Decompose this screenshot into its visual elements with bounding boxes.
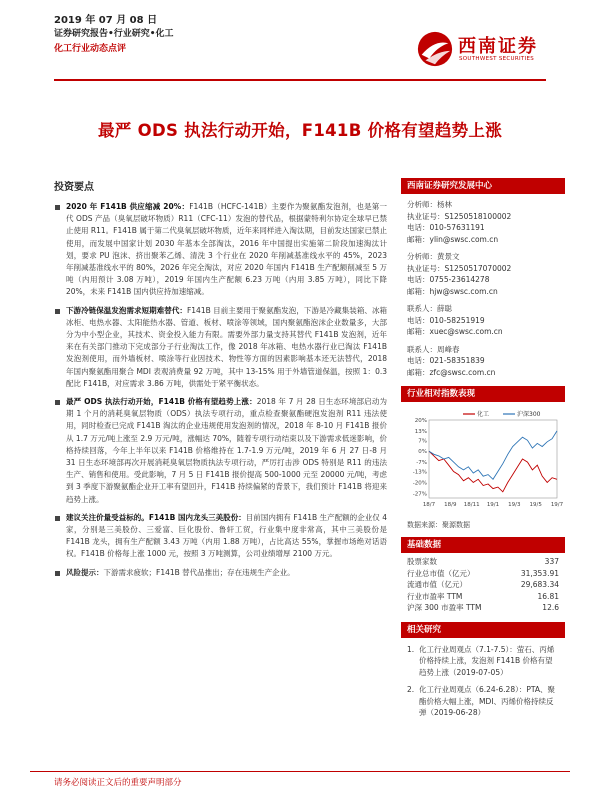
header-divider bbox=[54, 79, 546, 81]
related-research-header: 相关研究 bbox=[401, 622, 565, 638]
x-tick-label: 18/11 bbox=[463, 502, 480, 508]
analyst-phone: 电话：010-57631191 bbox=[407, 223, 485, 232]
risk-warning bbox=[54, 567, 387, 579]
x-tick-label: 19/7 bbox=[550, 502, 564, 508]
southwest-securities-logo bbox=[416, 30, 556, 70]
metrics-header: 基础数据 bbox=[401, 537, 565, 553]
disclaimer-note: 请务必阅读正文后的重要声明部分 bbox=[54, 778, 182, 788]
legend-label: 沪深300 bbox=[517, 411, 541, 418]
contact-phone: 电话：021-58351839 bbox=[407, 356, 485, 365]
relative-index-svg bbox=[405, 406, 564, 519]
analyst-name: 分析师：黄景文 bbox=[407, 252, 460, 261]
contact-name: 联系人：薛聪 bbox=[407, 304, 452, 313]
contact-email[interactable]: 邮箱：xuec@swsc.com.cn bbox=[407, 327, 503, 336]
contact-name: 联系人：周峰春 bbox=[407, 344, 460, 354]
bullet-lead: 2020 年 F141B 供应缩减 20%： bbox=[66, 202, 190, 211]
analyst-email[interactable]: 邮箱：hjw@swsc.com.cn bbox=[407, 286, 498, 296]
analyst-phone: 电话：0755-23614278 bbox=[407, 275, 490, 284]
section-heading: 投资要点 bbox=[54, 182, 94, 193]
relative-index-chart bbox=[401, 402, 565, 519]
metric-row bbox=[407, 556, 559, 568]
bullet-lead: 建议关注价量受益标的。F141B 国内龙头三美股份： bbox=[66, 512, 246, 522]
bullet-text: 目前国内拥有 F141B 生产配额的企业仅 4 家，分别是三美股份、三爱富、巨化股份、鲁轩工贸，行业集中度非常高，其中三美股份是 F141B 龙头，拥有生产配额 3.43 万吨（内用 1.88 万吨），占比高达 55%，掌握市场绝对话语权。F141B 价格每上涨 1000 元，按照 3 万吨测算，公司业绩增厚 2100 万元。 bbox=[66, 512, 387, 559]
related-research-list bbox=[401, 638, 565, 719]
bullet-text: F141B 目前主要用于聚氨酯发泡，下游是冷藏集装箱、冰箱冰柜、电热水器、太阳能热水器、管道、板材、喷涂等领域，国内聚氨酯泡沫企业数量多，大部分为中小型企业，其技术、资金投入能力有限。需要外部力量支持其替代 F141B 发泡剂，近年来在有关部门推动下完成部分子行业淘汰工作，像 2018 年冰箱、电热水器行业已淘汰 F141B 发泡剂使用，而外墙板材、喷涂等行业因技术、物性等方面的因素影响基本还无法替代，2018 年国内聚氨酯用聚合 MDI 表观消费量 92 万吨，其中 13-15% 用于外墙管道保温，按照 1：0.3 配比 F141B，对应需求 3.86 万吨，供需处于紧平衡状态。 bbox=[66, 305, 387, 388]
bullet-text: F141B（HCFC-141B）主要作为聚氨酯发泡剂，也是第一代 ODS 产品（臭氧层破坏物质）R11（CFC-11）发泡的替代品，根据蒙特利尔协定全球早已禁止使用 R11。F141B 属于第二代臭氧层破坏物质，近年来同样进入淘汰期，目前发达国家已禁止使用，而发展中国家计划 2030 年基本全部淘汰，2016 年中国提出实施第二阶段加速淘汰计划，要求 PU 泡沫、挤出聚苯乙烯、清洗 3 个行业在 2020 年削减基准线水平的 45%，2023 年削减基准线水平的 80%，2026 年完全淘汰，对应 2020 年国内 F141B 生产配额削减至 5 万吨（内用预计 3.08 万吨），2019 年国内生产配额 6.23 万吨（内用 3.85 万吨），同比下降 20%，未来 F141B 国内供应持加速缩减。 bbox=[66, 202, 388, 297]
series-line-csi300 bbox=[429, 431, 557, 479]
y-tick-label: 20% bbox=[414, 418, 427, 424]
related-num: 1. bbox=[407, 644, 415, 654]
x-tick-label: 19/1 bbox=[486, 502, 500, 508]
metric-row bbox=[407, 579, 559, 591]
x-tick-label: 18/9 bbox=[444, 502, 457, 508]
related-item[interactable] bbox=[407, 684, 559, 719]
y-tick-label: -7% bbox=[416, 460, 427, 467]
report-type: 化工行业动态点评 bbox=[54, 44, 127, 54]
performance-header: 行业相对指数表现 bbox=[401, 386, 565, 402]
y-tick-label: 0% bbox=[418, 449, 427, 456]
metric-label: 股票家数 bbox=[407, 557, 437, 566]
logo-mark-icon bbox=[416, 30, 454, 68]
metric-value: 337 bbox=[544, 557, 559, 566]
y-tick-label: -13% bbox=[412, 469, 427, 476]
report-category: 证券研究报告•行业研究•化工 bbox=[54, 29, 174, 39]
footer-divider bbox=[30, 771, 570, 772]
analyst-email[interactable]: 邮箱：ylin@swsc.com.cn bbox=[407, 234, 499, 244]
metric-label: 沪深 300 市盈率 TTM bbox=[407, 603, 482, 612]
main-column bbox=[54, 178, 387, 579]
metric-row bbox=[407, 602, 559, 614]
x-tick-label: 19/5 bbox=[529, 502, 542, 508]
bullet-recommendation bbox=[54, 512, 387, 561]
bullet-lead: 最严 ODS 执法行动开始，F141B 价格有望趋势上涨： bbox=[66, 397, 257, 407]
logo-chinese-name: 西南证券 bbox=[458, 36, 538, 57]
bullet-lead: 下游冷链保温发泡需求短期难替代： bbox=[66, 305, 187, 315]
contact-phone: 电话：010-58251919 bbox=[407, 315, 485, 325]
risk-lead: 风险提示： bbox=[66, 567, 104, 577]
report-title: 最严 ODS 执法行动开始，F141B 价格有望趋势上涨 bbox=[97, 121, 503, 140]
metric-value: 16.81 bbox=[537, 591, 559, 601]
x-tick-label: 18/7 bbox=[422, 502, 436, 508]
side-column bbox=[401, 178, 565, 725]
team-header: 西南证券研究发展中心 bbox=[401, 178, 565, 194]
contact-email[interactable]: 邮箱：zfc@swsc.com.cn bbox=[407, 367, 496, 377]
chart-source: 数据来源：聚源数据 bbox=[407, 521, 470, 529]
related-text: 化工行业周观点（6.24-6.28）：PTA、聚酯价格大幅上涨，MDI、丙烯价格持续反弹（2019-06-28） bbox=[419, 685, 556, 717]
metric-row bbox=[407, 591, 559, 603]
report-date: 2019 年 07 月 08 日 bbox=[54, 15, 158, 26]
related-num: 2. bbox=[407, 685, 415, 694]
bullet-demand bbox=[54, 305, 387, 390]
metrics-table bbox=[401, 553, 565, 614]
y-tick-label: -20% bbox=[412, 480, 427, 487]
risk-text: 下游需求疲软；F141B 替代品推出；存在违规生产企业。 bbox=[103, 567, 295, 577]
bullet-supply bbox=[54, 201, 387, 299]
metric-value: 29,683.34 bbox=[520, 580, 559, 589]
metric-label: 行业市盈率 TTM bbox=[407, 591, 463, 601]
y-tick-label: 13% bbox=[414, 428, 427, 435]
logo-english-name: SOUTHWEST SECURITIES bbox=[459, 56, 535, 62]
analyst-list bbox=[401, 194, 565, 378]
bullet-enforcement bbox=[54, 396, 387, 506]
analyst-name: 分析师：杨林 bbox=[407, 200, 452, 209]
analyst-cert: 执业证号：S1250518100002 bbox=[407, 211, 512, 221]
metric-label: 流通市值（亿元） bbox=[407, 580, 467, 589]
related-text: 化工行业周观点（7.1-7.5）：萤石、丙烯价格持续上涨，发泡剂 F141B 价格有望趋势上涨（2019-07-05） bbox=[419, 644, 555, 677]
related-item[interactable] bbox=[407, 644, 559, 679]
metric-value: 31,353.91 bbox=[520, 568, 559, 578]
y-tick-label: 7% bbox=[418, 438, 427, 445]
legend-label: 化工 bbox=[477, 411, 490, 418]
x-tick-label: 19/3 bbox=[508, 502, 521, 508]
y-tick-label: -27% bbox=[412, 491, 427, 498]
metric-value: 12.6 bbox=[542, 603, 559, 612]
report-header-info bbox=[54, 14, 174, 56]
analyst-cert: 执业证号：S1250517070002 bbox=[407, 263, 512, 273]
chart-frame bbox=[429, 420, 557, 498]
metric-row bbox=[407, 568, 559, 580]
bullet-text: 2018 年 7 月 28 日生态环境部启动为期 1 个月的消耗臭氧层物质（ODS）执法专项行动，重点检查聚氨酯硬泡发泡剂 R11 违法使用，同时检查已完成 F141B 淘汰的企业违规使用发泡剂的情况，2018 年 8-10 月 F141B 报价从 1.7 万元/吨上涨至 2.9 万元/吨，涨幅达 70%，随着专项行动结束以及下游需求低迷影响，价格持续回落，今年上半年以来 F141B 价格维持在 1.7-1.9 万元/吨，2019 年 6 月 27 日-8 月 31 日生态环境部再次开展消耗臭氧层物质执法专项行动，严厉打击涉 ODS 特别是 R11 的违法生产、销售和使用。受此影响，7 月 5 日 F141B 报价提高 500-1000 元至 20000 元/吨，考虑到 3 季度下游聚氨酯企业开工率有望回升，F141B 持续偏紧的背景下，我们预计 F141B 将迎来趋势上涨。 bbox=[66, 397, 387, 504]
metric-label: 行业总市值（亿元） bbox=[407, 568, 475, 578]
